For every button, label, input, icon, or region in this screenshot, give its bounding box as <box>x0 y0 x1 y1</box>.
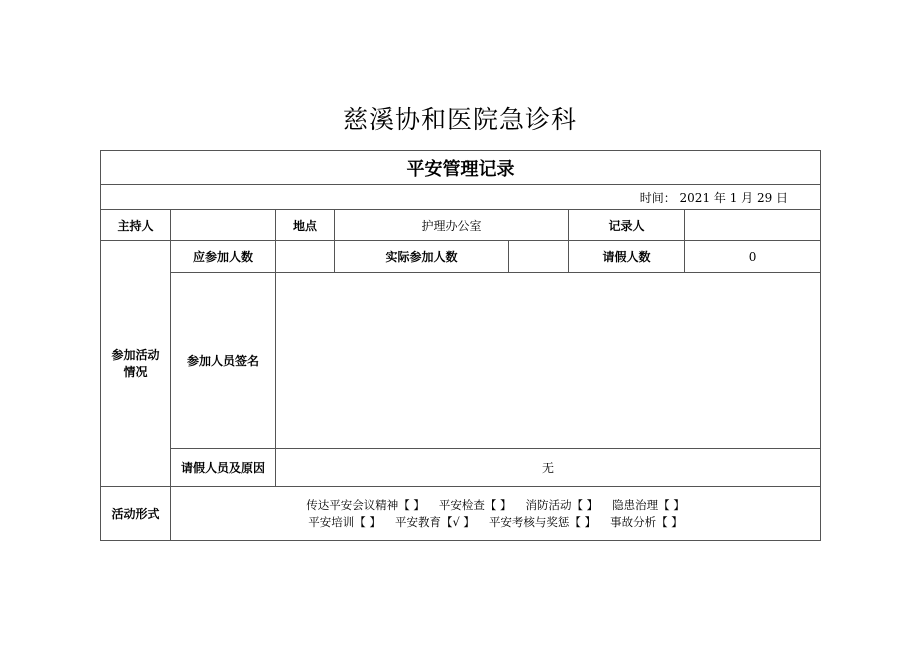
leave-reason-value[interactable]: 无 <box>276 449 821 487</box>
activity-option[interactable]: 事故分析【 】 <box>610 514 683 529</box>
sign-label: 参加人员签名 <box>171 273 276 449</box>
activity-option[interactable]: 平安考核与奖惩【 】 <box>488 514 597 529</box>
actual-value[interactable] <box>509 241 569 273</box>
host-label: 主持人 <box>101 210 171 241</box>
activity-line-2 <box>171 514 820 531</box>
activity-option[interactable]: 平安检查【 】 <box>438 497 512 512</box>
expected-value[interactable] <box>276 241 335 273</box>
date-field: 时间： 2021 年 1 月 29 日 <box>101 185 821 210</box>
leave-reason-label: 请假人员及原因 <box>171 449 276 487</box>
leave-count-label: 请假人数 <box>569 241 685 273</box>
activity-line-1 <box>171 497 820 514</box>
host-value[interactable] <box>171 210 276 241</box>
recorder-label: 记录人 <box>569 210 685 241</box>
organization-title: 慈溪协和医院急诊科 <box>342 105 577 134</box>
leave-count-value[interactable]: 0 <box>685 241 821 273</box>
activity-option[interactable]: 隐患治理【 】 <box>612 497 685 512</box>
actual-label: 实际参加人数 <box>335 241 509 273</box>
sign-area[interactable] <box>276 273 821 449</box>
activity-option[interactable]: 平安教育【√ 】 <box>394 514 475 529</box>
activity-options <box>171 487 821 541</box>
activity-label: 活动形式 <box>101 487 171 541</box>
section-label-text: 参加活动情况 <box>111 347 160 379</box>
recorder-value[interactable] <box>685 210 821 241</box>
place-label: 地点 <box>276 210 335 241</box>
form-title: 平安管理记录 <box>101 151 821 185</box>
activity-option[interactable]: 消防活动【 】 <box>525 497 599 512</box>
activity-option[interactable]: 平安培训【 】 <box>308 514 381 529</box>
place-value[interactable]: 护理办公室 <box>335 210 569 241</box>
safety-record-form <box>100 150 821 541</box>
section-label <box>101 241 171 487</box>
expected-label: 应参加人数 <box>171 241 276 273</box>
activity-option[interactable]: 传达平安会议精神【 】 <box>306 497 425 512</box>
